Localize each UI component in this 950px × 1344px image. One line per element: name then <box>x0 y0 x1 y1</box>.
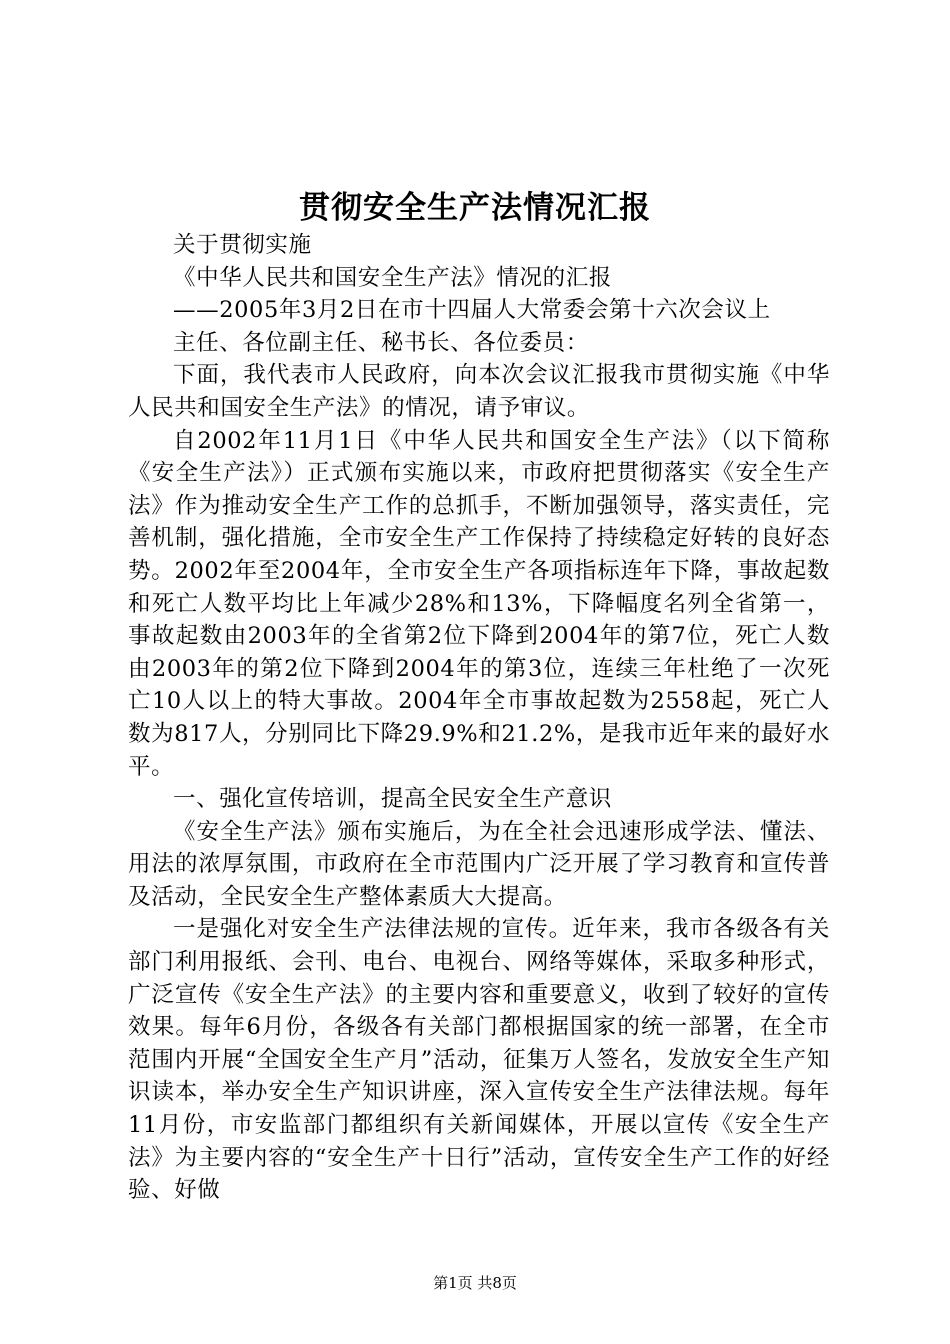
paragraph-section-1-intro: 《安全生产法》颁布实施后，为在全社会迅速形成学法、懂法、用法的浓厚氛围，市政府在全市范围内广泛开展了学习教育和宣传普及活动，全民安全生产整体素质大大提高。 <box>128 818 830 910</box>
page-number-footer: 第1页 共8页 <box>433 1274 517 1292</box>
paragraph-meeting-line: ——2005年3月2日在市十四届人大常委会第十六次会议上 <box>173 297 771 324</box>
paragraph-subject: 关于贯彻实施 <box>173 232 312 258</box>
paragraph-section-1-point-1: 一是强化对安全生产法律法规的宣传。近年来，我市各级各有关部门利用报纸、会刊、电台、电视台、网络等媒体，采取多种形式，广泛宣传《安全生产法》的主要内容和重要意义，收到了较好的宣传效果。每年6月份，各级各有关部门都根据国家的统一部署，在全市范围内开展“全国安全生产月”活动，征集万人签名，发放安全生产知识读本，举办安全生产知识讲座，深入宣传安全生产法律法规。每年11月份，市安监部门都组织有关新闻媒体，开展以宣传《安全生产法》为主要内容的“安全生产十日行”活动，宣传安全生产工作的好经验、好做 <box>128 916 830 1204</box>
document-body <box>128 229 830 1207</box>
document-title: 贯彻安全生产法情况汇报 <box>299 190 651 226</box>
paragraph-report-title: 《中华人民共和国安全生产法》情况的汇报 <box>173 264 612 291</box>
paragraph-salutation: 主任、各位副主任、秘书长、各位委员： <box>173 329 589 356</box>
paragraph-overview: 自2002年11月1日《中华人民共和国安全生产法》（以下简称《安全生产法》）正式颁布实施以来，市政府把贯彻落实《安全生产法》作为推动安全生产工作的总抓手，不断加强领导，落实责任，完善机制，强化措施，全市安全生产工作保持了持续稳定好转的良好态势。2002年至2004年，全市安全生产各项指标连年下降，事故起数和死亡人数平均比上年减少28%和13%，下降幅度名列全省第一，事故起数由2003年的全省第2位下降到2004年的第7位，死亡人数由2003年的第2位下降到2004年的第3位，连续三年杜绝了一次死亡10人以上的特大事故。2004年全市事故起数为2558起，死亡人数为817人，分别同比下降29.9%和21.2%，是我市近年来的最好水平。 <box>128 427 830 780</box>
section-heading-1: 一、强化宣传培训，提高全民安全生产意识 <box>173 786 612 813</box>
paragraph-intro: 下面，我代表市人民政府，向本次会议汇报我市贯彻实施《中华人民共和国安全生产法》的情况，请予审议。 <box>128 362 830 421</box>
